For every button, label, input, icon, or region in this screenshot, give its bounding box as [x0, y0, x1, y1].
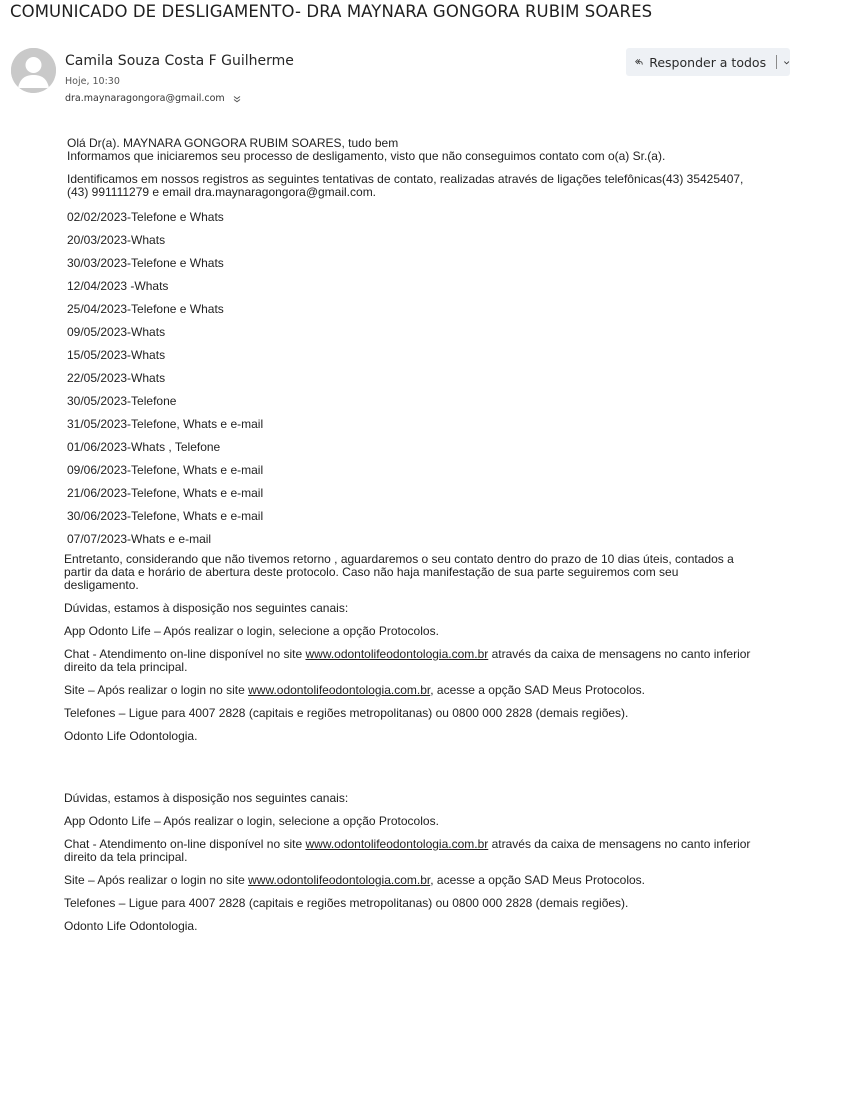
chat-prefix: Chat - Atendimento on-line disponível no site: [64, 647, 306, 661]
channels-heading: Dúvidas, estamos à disposição nos seguintes canais:: [64, 791, 349, 805]
list-item: 22/05/2023-Whats: [67, 371, 166, 385]
channel-site: [64, 684, 794, 697]
chat-suffix: através da caixa de mensagens no canto inferior: [488, 837, 751, 851]
sender-avatar[interactable]: [11, 48, 56, 93]
channel-chat-line-2: direito da tela principal.: [64, 660, 188, 674]
list-item: 12/04/2023 -Whats: [67, 279, 169, 293]
chat-prefix: Chat - Atendimento on-line disponível no site: [64, 837, 306, 851]
chevron-down-icon[interactable]: [783, 57, 790, 68]
channel-app: App Odonto Life – Após realizar o login, selecione a opção Protocolos.: [64, 624, 439, 638]
person-icon: [11, 48, 56, 93]
site-link[interactable]: www.odontolifeodontologia.com.br: [248, 873, 431, 887]
closing-line-1: Entretanto, considerando que não tivemos retorno , aguardaremos o seu contato dentro do prazo de 10 dias úteis, contados a: [64, 552, 734, 566]
closing-line-2: partir da data e horário de abertura deste protocolo. Caso não haja manifestação de sua parte seguiremos com seu: [64, 565, 679, 579]
channel-app: App Odonto Life – Após realizar o login, selecione a opção Protocolos.: [64, 814, 439, 828]
channel-phones: Telefones – Ligue para 4007 2828 (capitais e regiões metropolitanas) ou 0800 000 2828 (demais regiões).: [64, 896, 629, 910]
list-item: 09/05/2023-Whats: [67, 325, 166, 339]
sender-name[interactable]: Camila Souza Costa F Guilherme: [65, 53, 294, 69]
chat-site-link[interactable]: www.odontolifeodontologia.com.br: [305, 647, 489, 661]
email-subject: COMUNICADO DE DESLIGAMENTO- DRA MAYNARA GONGORA RUBIM SOARES: [10, 2, 653, 21]
channels-block-repeat: [64, 792, 794, 933]
reply-all-label: Responder a todos: [649, 54, 767, 70]
recipient-address: dra.maynaragongora@gmail.com: [65, 93, 225, 104]
list-item: 15/05/2023-Whats: [67, 348, 166, 362]
list-item: 30/06/2023-Telefone, Whats e e-mail: [67, 509, 264, 523]
site-link[interactable]: www.odontolifeodontologia.com.br: [248, 683, 431, 697]
chat-site-link[interactable]: www.odontolifeodontologia.com.br: [305, 837, 489, 851]
channel-site: [64, 874, 794, 887]
chat-suffix: através da caixa de mensagens no canto inferior: [488, 647, 751, 661]
list-item: 20/03/2023-Whats: [67, 233, 166, 247]
signature: Odonto Life Odontologia.: [64, 729, 198, 743]
list-item: 07/07/2023-Whats e e-mail: [67, 532, 212, 546]
recipient-row[interactable]: [65, 93, 241, 104]
list-item: 01/06/2023-Whats , Telefone: [67, 440, 221, 454]
intro-text: Informamos que iniciaremos seu processo de desligamento, visto que não conseguimos contato com o(a) Sr.(a).: [67, 149, 666, 163]
attempts-intro-line-1: Identificamos em nossos registros as seguintes tentativas de contato, realizadas através de ligações telefônicas(43) 35425407,: [67, 172, 744, 186]
site-suffix: , acesse a opção SAD Meus Protocolos.: [430, 873, 646, 887]
list-item: 21/06/2023-Telefone, Whats e e-mail: [67, 486, 264, 500]
channel-chat-line-2: direito da tela principal.: [64, 850, 188, 864]
closing-block: [64, 553, 794, 743]
site-prefix: Site – Após realizar o login no site: [64, 683, 249, 697]
email-body-intro: [64, 137, 794, 199]
list-item: 30/05/2023-Telefone: [67, 394, 177, 408]
list-item: 09/06/2023-Telefone, Whats e e-mail: [67, 463, 264, 477]
chevron-down-double-icon[interactable]: [233, 95, 241, 103]
closing-line-3: desligamento.: [64, 578, 139, 592]
list-item: 25/04/2023-Telefone e Whats: [67, 302, 224, 316]
signature: Odonto Life Odontologia.: [64, 919, 198, 933]
channel-phones: Telefones – Ligue para 4007 2828 (capitais e regiões metropolitanas) ou 0800 000 2828 (demais regiões).: [64, 706, 629, 720]
site-suffix: , acesse a opção SAD Meus Protocolos.: [430, 683, 646, 697]
greeting: Olá Dr(a). MAYNARA GONGORA RUBIM SOARES, tudo bem: [67, 136, 399, 150]
divider: [776, 55, 777, 69]
attempts-intro-line-2: (43) 991111279 e email dra.maynaragongora@gmail.com.: [67, 185, 377, 199]
sent-time: Hoje, 10:30: [65, 76, 120, 87]
reply-all-icon: [634, 55, 643, 69]
reply-all-button[interactable]: [626, 48, 790, 76]
channels-heading: Dúvidas, estamos à disposição nos seguintes canais:: [64, 601, 349, 615]
list-item: 30/03/2023-Telefone e Whats: [67, 256, 224, 270]
contact-attempts-list: [67, 211, 797, 546]
list-item: 31/05/2023-Telefone, Whats e e-mail: [67, 417, 264, 431]
site-prefix: Site – Após realizar o login no site: [64, 873, 249, 887]
list-item: 02/02/2023-Telefone e Whats: [67, 210, 224, 224]
